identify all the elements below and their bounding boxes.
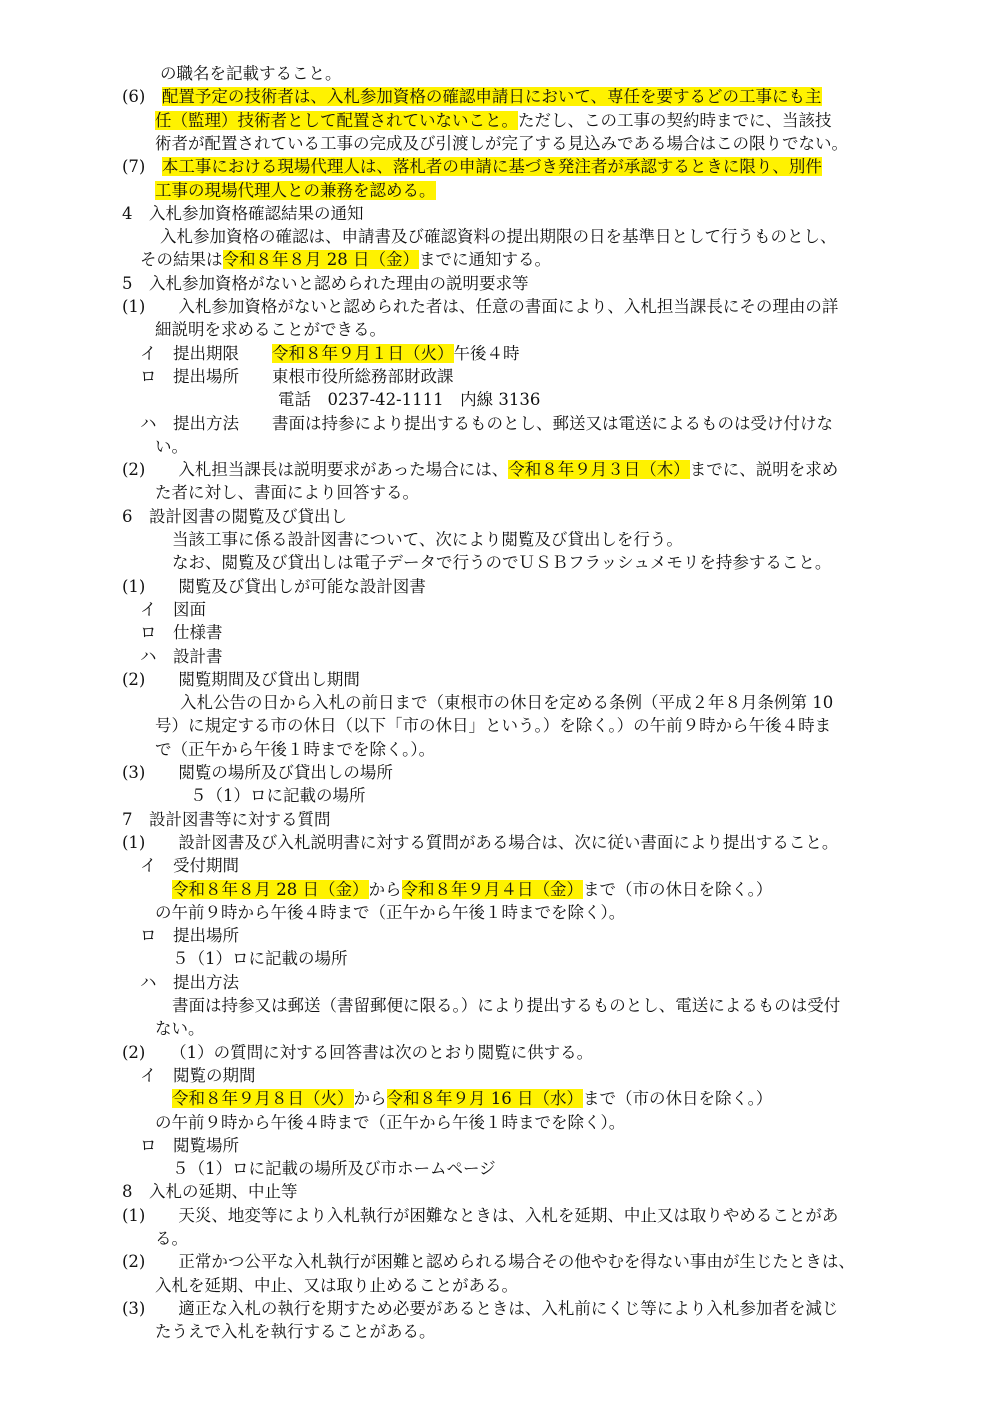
- text-segment: たうえで入札を執行することがある。: [155, 1322, 436, 1342]
- text-line-l46: [155, 1111, 625, 1134]
- text-line-l55: [155, 1320, 436, 1343]
- text-line-l26: [140, 645, 223, 668]
- text-segment: ロ 仕様書: [140, 623, 223, 643]
- text-line-l22: [172, 551, 831, 574]
- text-line-l48: [172, 1157, 496, 1180]
- text-line-l54: [122, 1297, 838, 1320]
- text-line-l11: [122, 295, 838, 318]
- text-segment: ロ 閲覧場所: [140, 1135, 239, 1155]
- highlighted-text: 本工事における現場代理人は、落札者の申請に基づき発注者が承認するときに限り、別件: [161, 157, 822, 177]
- text-segment: 術者が配置されている工事の完成及び引渡しが完了する見込みである場合はこの限りでない。: [155, 133, 848, 153]
- highlighted-text: 令和８年９月１日（火）: [272, 343, 454, 363]
- text-segment: 細説明を求めることができる。: [155, 320, 386, 340]
- text-segment: ただし、この工事の契約時までに、当該技: [518, 110, 832, 130]
- text-line-l34: [122, 831, 838, 854]
- text-segment: の午前９時から午後４時まで（正午から午後１時までを除く）。: [155, 1112, 626, 1132]
- text-segment: 電話 0237-42-1111 内線 3136: [278, 390, 541, 410]
- text-line-l19: [155, 481, 419, 504]
- text-segment: ロ 提出場所 東根市役所総務部財政課: [140, 366, 454, 386]
- text-line-l38: [140, 924, 239, 947]
- text-segment: ５（1）ロに記載の場所: [190, 786, 366, 806]
- text-segment: (3) 閲覧の場所及び貸出しの場所: [122, 763, 393, 782]
- text-line-l37: [155, 901, 625, 924]
- text-line-l04: [155, 132, 848, 155]
- text-segment: い。: [155, 436, 188, 456]
- text-line-l10: [122, 272, 529, 295]
- text-segment: 午後４時: [453, 343, 520, 363]
- text-line-l45: [172, 1087, 772, 1110]
- text-line-l08: [160, 225, 837, 248]
- text-segment: の午前９時から午後４時まで（正午から午後１時までを除く）。: [155, 902, 626, 922]
- highlighted-text: 令和８年９月 16 日（水）: [386, 1089, 583, 1109]
- text-segment: ロ 提出場所: [140, 926, 239, 946]
- text-line-l20: [122, 505, 347, 528]
- text-line-l01: [160, 62, 342, 85]
- highlighted-text: 令和８年８月 28 日（金）: [172, 879, 369, 899]
- text-segment: 5 入札参加資格がないと認められた理由の説明要求等: [122, 273, 529, 293]
- text-segment: から: [353, 1089, 387, 1109]
- text-segment: まで（市の休日を除く。）: [583, 1089, 773, 1109]
- text-line-l12: [155, 318, 386, 341]
- text-segment: 入札公告の日から入札の前日まで（東根市の休日を定める条例（平成２年８月条例第 10: [180, 693, 834, 713]
- text-line-l39: [172, 947, 348, 970]
- text-segment: 書面は持参又は郵送（書留郵便に限る。）により提出するものとし、電送によるものは受付: [172, 996, 841, 1015]
- highlighted-text: 工事の現場代理人との兼務を認める。: [155, 180, 436, 200]
- text-segment: ハ 提出方法 書面は持参により提出するものとし、郵送又は電送によるものは受け付けな: [140, 413, 833, 433]
- text-line-l35: [140, 854, 239, 877]
- text-segment: 8 入札の延期、中止等: [122, 1182, 298, 1202]
- text-segment: その結果は: [140, 250, 223, 270]
- text-line-l02: [122, 85, 822, 108]
- highlighted-text: 配置予定の技術者は、入札参加資格の確認申請日において、専任を要するどの工事にも主: [161, 87, 822, 107]
- text-segment: までに、説明を求め: [689, 460, 839, 480]
- text-segment: (2) 正常かつ公平な入札執行が困難と認められる場合その他やむを得ない事由が生じたときは、: [122, 1252, 855, 1272]
- text-segment: 入札を延期、中止、又は取り止めることがある。: [155, 1275, 518, 1295]
- text-segment: イ 受付期間: [140, 856, 239, 876]
- text-segment: (6): [122, 87, 162, 107]
- text-line-l14: [140, 365, 454, 388]
- text-line-l49: [122, 1180, 298, 1203]
- text-line-l21: [172, 528, 683, 551]
- text-segment: 号）に規定する市の休日（以下「市の休日」という。）を除く。）の午前９時から午後４時ま: [155, 716, 832, 736]
- highlighted-text: 令和８年９月４日（金）: [401, 879, 583, 899]
- text-line-l07: [122, 202, 364, 225]
- text-line-l43: [122, 1041, 593, 1064]
- text-line-l18: [122, 458, 838, 481]
- text-line-l30: [155, 738, 435, 761]
- text-line-l33: [122, 808, 331, 831]
- text-segment: 4 入札参加資格確認結果の通知: [122, 203, 364, 223]
- text-line-l05: [122, 155, 822, 178]
- text-line-l52: [122, 1250, 855, 1273]
- highlighted-text: 令和８年９月８日（火）: [172, 1089, 354, 1109]
- text-line-l15: [278, 388, 540, 411]
- text-line-l44: [140, 1064, 256, 1087]
- text-segment: (1) 閲覧及び貸出しが可能な設計図書: [122, 576, 426, 596]
- text-line-l27: [122, 668, 360, 691]
- text-segment: 7 設計図書等に対する質問: [122, 809, 331, 829]
- text-segment: ５（1）ロに記載の場所及び市ホームページ: [172, 1159, 496, 1179]
- text-segment: る。: [155, 1229, 188, 1248]
- text-line-l40: [140, 971, 239, 994]
- text-segment: ない。: [155, 1019, 205, 1039]
- text-segment: (1) 天災、地変等により入札執行が困難なときは、入札を延期、中止又は取りやめることがあ: [122, 1205, 839, 1225]
- text-segment: なお、閲覧及び貸出しは電子データで行うのでＵＳＢフラッシュメモリを持参すること。: [172, 553, 832, 573]
- text-segment: までに通知する。: [419, 250, 551, 270]
- text-segment: イ 提出期限: [140, 343, 272, 363]
- text-line-l16: [140, 412, 833, 435]
- text-segment: (2) 閲覧期間及び貸出し期間: [122, 669, 360, 689]
- text-segment: ハ 設計書: [140, 646, 223, 666]
- text-line-l41: [172, 994, 840, 1017]
- text-line-l53: [155, 1274, 518, 1297]
- text-line-l17: [155, 435, 188, 458]
- text-segment: イ 図面: [140, 599, 206, 619]
- text-line-l13: [140, 342, 520, 365]
- text-segment: 6 設計図書の閲覧及び貸出し: [122, 506, 347, 526]
- text-segment: まで（市の休日を除く。）: [583, 879, 773, 899]
- highlighted-text: 任（監理）技術者として配置されていないこと。: [155, 110, 518, 130]
- text-segment: で（正午から午後１時までを除く。）。: [155, 739, 436, 759]
- text-line-l51: [155, 1227, 188, 1250]
- text-segment: (7): [122, 157, 162, 177]
- text-segment: から: [368, 879, 402, 899]
- text-segment: 当該工事に係る設計図書について、次により閲覧及び貸出しを行う。: [172, 530, 683, 549]
- text-segment: (1) 設計図書及び入札説明書に対する質問がある場合は、次に従い書面により提出すること。: [122, 832, 839, 852]
- text-segment: (2) （1）の質問に対する回答書は次のとおり閲覧に供する。: [122, 1042, 594, 1062]
- highlighted-text: 令和８年９月３日（木）: [508, 460, 690, 480]
- text-line-l03: [155, 109, 832, 132]
- text-line-l29: [155, 714, 831, 737]
- text-line-l28: [180, 691, 833, 714]
- text-segment: (2) 入札担当課長は説明要求があった場合には、: [122, 460, 509, 480]
- text-line-l09: [140, 248, 551, 271]
- text-segment: ハ 提出方法: [140, 972, 239, 992]
- text-segment: イ 閲覧の期間: [140, 1065, 256, 1085]
- text-line-l23: [122, 575, 426, 598]
- text-segment: 入札参加資格の確認は、申請書及び確認資料の提出期限の日を基準日として行うものとし、: [160, 227, 837, 247]
- text-line-l24: [140, 598, 206, 621]
- text-line-l47: [140, 1134, 239, 1157]
- text-segment: の職名を記載すること。: [160, 64, 342, 83]
- text-segment: た者に対し、書面により回答する。: [155, 483, 419, 503]
- text-line-l50: [122, 1204, 838, 1227]
- text-line-l06: [155, 179, 436, 202]
- text-segment: (3) 適正な入札の執行を期すため必要があるときは、入札前にくじ等により入札参加者を減じ: [122, 1298, 839, 1318]
- text-line-l25: [140, 621, 223, 644]
- highlighted-text: 令和８年８月 28 日（金）: [222, 250, 419, 270]
- text-segment: (1) 入札参加資格がないと認められた者は、任意の書面により、入札担当課長にその理由の詳: [122, 297, 839, 316]
- text-line-l36: [172, 878, 772, 901]
- text-segment: ５（1）ロに記載の場所: [172, 949, 348, 969]
- text-line-l32: [190, 784, 366, 807]
- text-line-l42: [155, 1017, 205, 1040]
- text-line-l31: [122, 761, 393, 784]
